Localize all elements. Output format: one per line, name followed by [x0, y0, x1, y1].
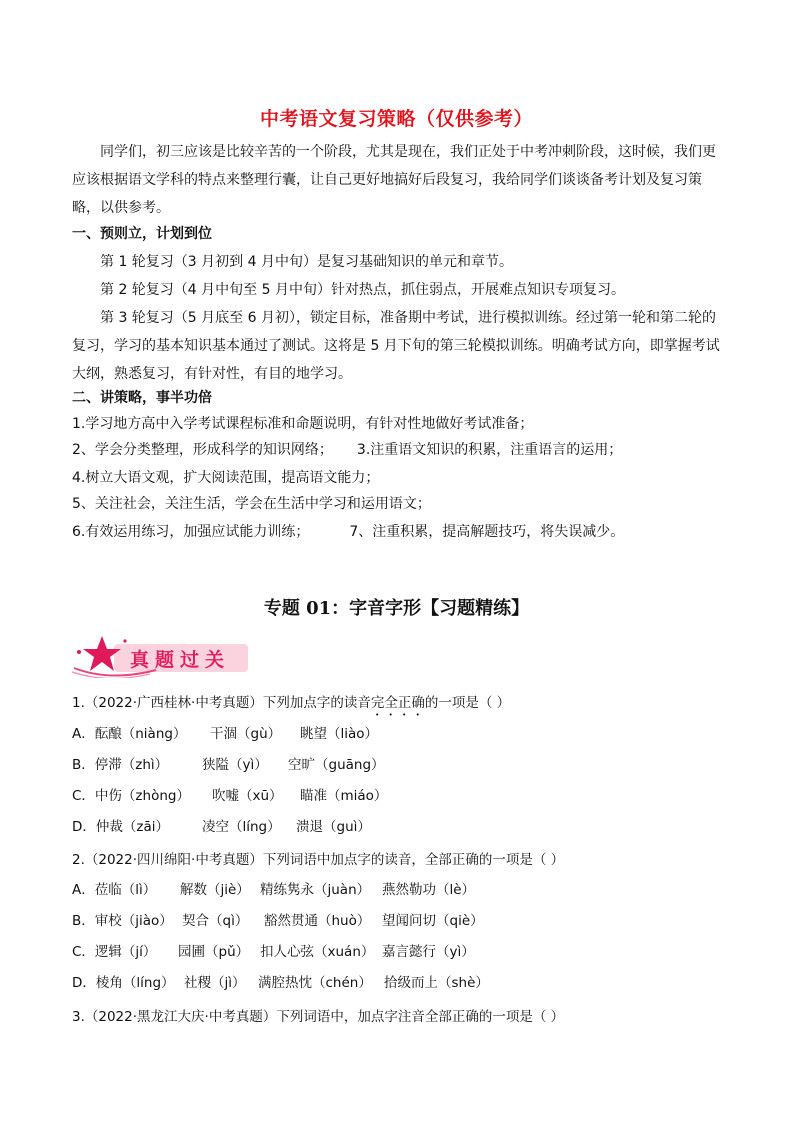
- question-2-stem: 2.（2022·四川绵阳·中考真题）下列词语中加点字的读音，全部正确的一项是（ ）: [72, 852, 565, 868]
- q2-option-c: C．逻辑（jí） 园圃（pǔ） 扣人心弦（xuán） 嘉言懿行（yì）: [72, 944, 475, 960]
- q1-option-c: C．中伤（zhòng） 吹嘘（xū） 瞄准（miáo）: [72, 788, 388, 804]
- emphasis-dotted-text: 完全正确: [370, 695, 425, 711]
- q2-option-d: D．棱角（líng） 社稷（jì） 满腔热忱（chén） 拾级而上（shè）: [72, 975, 489, 991]
- banner-text: 真题过关: [130, 649, 231, 671]
- topic-title: 专题 01：字音字形【习题精练】: [263, 598, 530, 619]
- page-title: 中考语文复习策略（仅供参考）: [259, 108, 533, 130]
- q2-option-b: B．审校（jiào） 契合（qì） 豁然贯通（huò） 望闻问切（qiè）: [72, 913, 484, 929]
- q1-option-d: D．仲裁（zāi） 凌空（líng） 溃退（guì）: [72, 819, 371, 835]
- q1-option-b: B．停滞（zhì） 狭隘（yì） 空旷（guāng）: [72, 757, 385, 773]
- banner-graphic: [70, 634, 252, 678]
- strategy-6-7: [72, 518, 624, 546]
- section1-heading: 一、预则立，计划到位: [72, 226, 212, 242]
- round1-text: 第 1 轮复习（3 月初到 4 月中旬）是复习基础知识的单元和章节。: [100, 254, 513, 270]
- strategy-7: 7、注重积累，提高解题技巧，将失误减少。: [349, 524, 625, 540]
- strategy-4: 4.树立大语文观，扩大阅读范围，提高语文能力；: [72, 470, 380, 486]
- strategy-2: 2、学会分类整理，形成科学的知识网络；: [72, 442, 333, 458]
- q1-option-a: A．酝酿（niàng） 干涸（gù） 眺望（liào）: [72, 726, 379, 742]
- question-3-stem: 3.（2022·黑龙江大庆·中考真题）下列词语中，加点字注音全部正确的一项是（ ）: [72, 1009, 565, 1025]
- round3-text: 第 3 轮复习（5 月底至 6 月初），锁定目标，准备期中考试，进行模拟训练。经过第一轮和第二轮的复习，学习的基本知识基本通过了测试。这将是 5 月下旬的第三轮模拟训练。明确考试方向，即掌握考试大纲，熟悉复习，有针对性，有目的地学习。: [72, 310, 720, 382]
- round2-text: 第 2 轮复习（4 月中旬至 5 月中旬）针对热点，抓住弱点，开展难点知识专项复习。: [100, 282, 625, 298]
- intro-paragraph: 同学们，初三应该是比较辛苦的一个阶段，尤其是现在，我们正处于中考冲刺阶段，这时候，我们更应该根据语文学科的特点来整理行囊，让自己更好地搞好后段复习，我给同学们谈谈备考计划及复习策略，以供参考。: [72, 144, 716, 216]
- strategy-3: 3.注重语文知识的积累，注重语言的运用；: [356, 442, 623, 458]
- q2-option-a: A．莅临（lì） 解数（jiè） 精练隽永（juàn） 燕然勒功（lè）: [72, 882, 476, 898]
- question-1-stem: 1.（2022·广西桂林·中考真题）下列加点字的读音完全正确的一项是（ ）: [72, 695, 511, 711]
- strategy-6: 6.有效运用练习，加强应试能力训练；: [72, 524, 310, 540]
- strategy-2-3: [72, 436, 622, 464]
- strategy-5: 5、关注社会，关注生活，学会在生活中学习和运用语文；: [72, 496, 431, 512]
- section2-heading: 二、讲策略，事半功倍: [72, 390, 212, 406]
- strategy-1: 1.学习地方高中入学考试课程标准和命题说明，有针对性地做好考试准备；: [72, 416, 534, 432]
